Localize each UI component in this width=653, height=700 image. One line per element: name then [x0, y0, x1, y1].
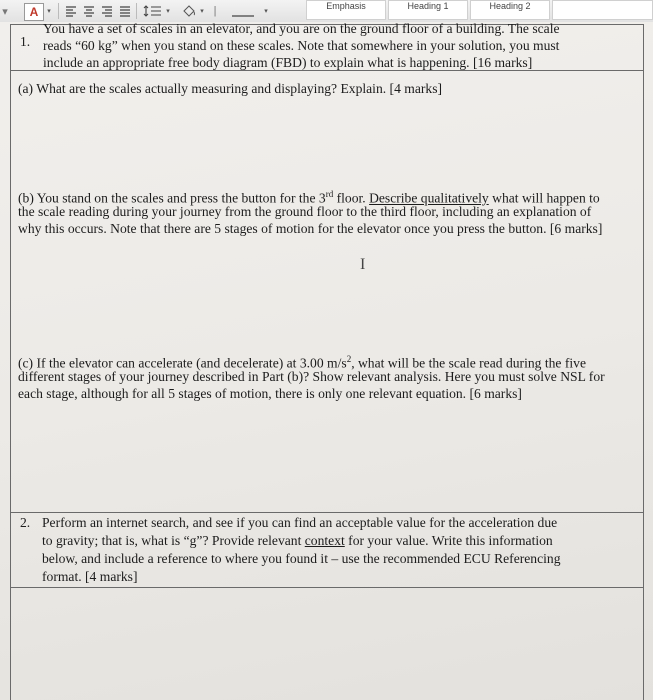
style-emphasis[interactable]: Emphasis	[306, 0, 386, 20]
question-2-line-2	[42, 532, 553, 549]
toolbar-dropdown-arrow[interactable]: ▾	[2, 5, 8, 18]
question-1-line-1: You have a set of scales in an elevator, and you are on the ground floor of a building. The scale	[43, 21, 560, 36]
shading-dropdown-icon[interactable]: ▾	[200, 8, 204, 15]
table-border-right	[643, 24, 644, 700]
font-color-button[interactable]: A	[24, 3, 44, 21]
part-c-line-1-start: (c) If the elevator can accelerate (and decelerate) at 3.00 m/s	[18, 355, 347, 371]
align-left-icon[interactable]	[64, 3, 78, 19]
toolbar-separator	[136, 3, 137, 19]
part-c-line-2: different stages of your journey described in Part (b)? Show relevant analysis. Here you must solve NSL for	[18, 369, 605, 384]
part-b-line-1-mid: floor.	[333, 190, 370, 206]
question-1-line-3: include an appropriate free body diagram (FBD) to explain what is happening. [16 marks]	[43, 55, 533, 70]
part-c-exponent-superscript: 2	[346, 354, 352, 364]
table-row-divider	[10, 587, 643, 588]
question-2-line-1: Perform an internet search, and see if you can find an acceptable value for the acceleration due	[42, 515, 558, 530]
borders-dropdown-icon[interactable]: ▾	[264, 8, 268, 15]
border-divider-icon: |	[213, 5, 217, 17]
align-center-icon[interactable]	[82, 3, 96, 19]
part-b-describe-qualitatively: Describe qualitatively	[369, 190, 489, 206]
line-spacing-icon[interactable]	[142, 3, 164, 19]
part-b-line-2: the scale reading during your journey from the ground floor to the third floor, including an explanation of	[18, 204, 592, 219]
part-b-ordinal-superscript: rd	[325, 189, 334, 199]
question-2-context-word: context	[304, 533, 345, 548]
borders-icon[interactable]	[228, 3, 258, 19]
font-color-dropdown-icon[interactable]: ▾	[47, 8, 51, 15]
part-b-line-1-start: (b) You stand on the scales and press the button for the 3	[18, 190, 326, 206]
document-page[interactable]	[0, 22, 653, 700]
part-b-line-3: why this occurs. Note that there are 5 stages of motion for the elevator once you press the button. [6 marks]	[18, 221, 603, 236]
style-gallery-next[interactable]	[552, 0, 653, 20]
question-1-line-2: reads “60 kg” when you stand on these scales. Note that somewhere in your solution, you must	[43, 38, 560, 53]
part-a-text: (a) What are the scales actually measuring and displaying? Explain. [4 marks]	[18, 81, 443, 96]
question-2-number: 2.	[20, 515, 31, 530]
align-justify-icon[interactable]	[118, 3, 132, 19]
question-2-line-2-start: to gravity; that is, what is “g”? Provide relevant	[42, 533, 305, 548]
question-1-number: 1.	[20, 34, 31, 49]
question-2-line-4: format. [4 marks]	[42, 569, 138, 584]
part-b-line-1-end: what will happen to	[488, 190, 600, 206]
style-heading-2[interactable]: Heading 2	[470, 0, 550, 20]
align-right-icon[interactable]	[100, 3, 114, 19]
question-2-line-3: below, and include a reference to where you found it – use the recommended ECU Referencing	[42, 551, 561, 566]
line-spacing-dropdown-icon[interactable]: ▾	[166, 8, 170, 15]
text-cursor-icon: I	[360, 256, 366, 273]
question-2-line-2-end: for your value. Write this information	[344, 533, 553, 548]
table-row-divider	[10, 512, 643, 513]
part-c-line-3: each stage, although for all 5 stages of motion, there is only one relevant equation. [6 marks]	[18, 386, 522, 401]
shading-bucket-icon[interactable]	[180, 3, 198, 19]
table-border-left	[10, 24, 11, 700]
style-heading-1[interactable]: Heading 1	[388, 0, 468, 20]
toolbar-separator	[58, 3, 59, 19]
part-c-line-1-end: , what will be the scale read during the five	[351, 355, 586, 371]
